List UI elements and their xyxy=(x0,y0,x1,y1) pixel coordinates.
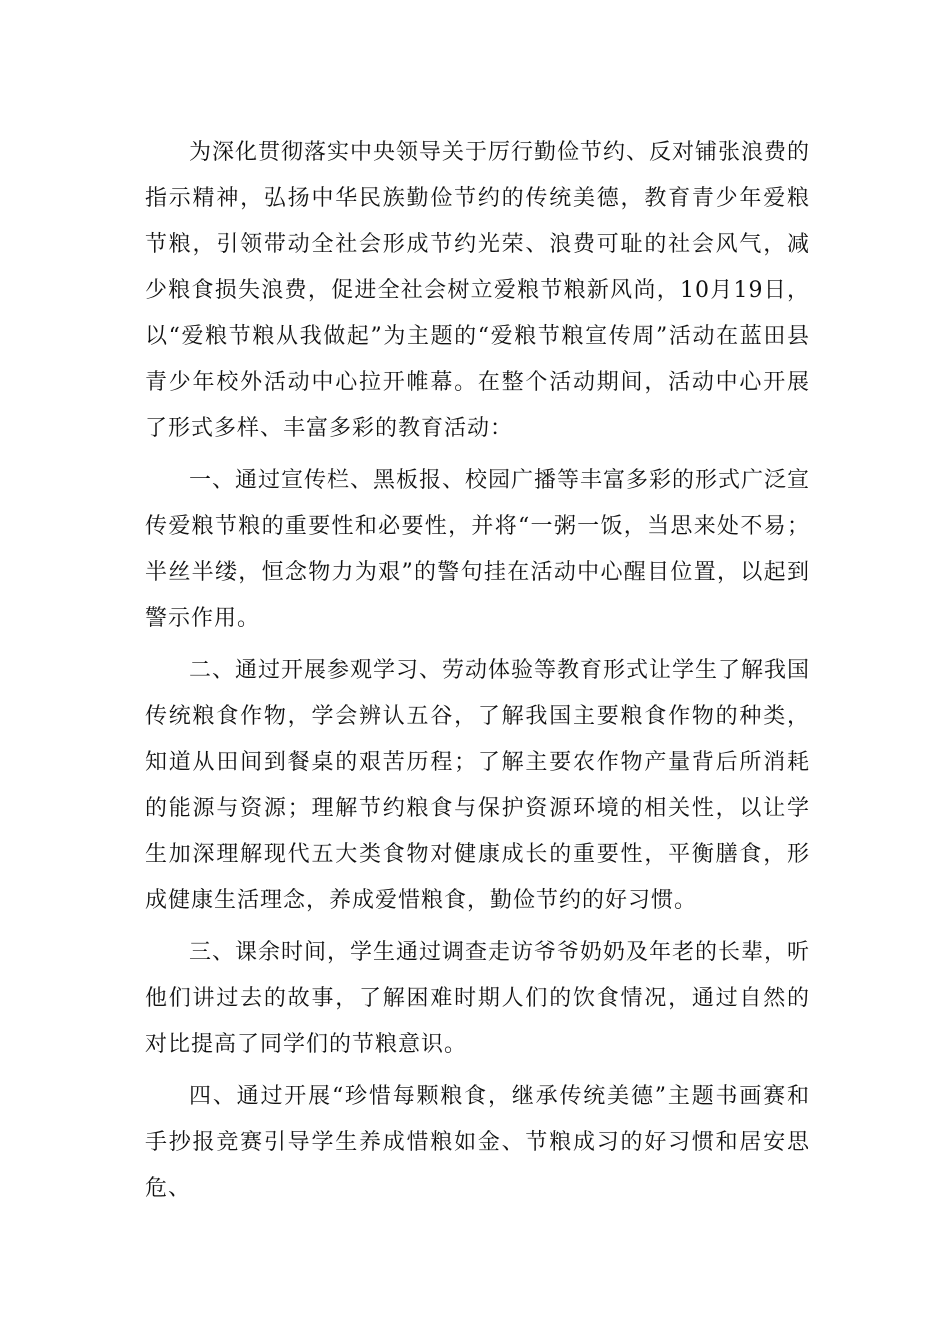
item-three-paragraph: 三、课余时间，学生通过调查走访爷爷奶奶及年老的长辈，听他们讲过去的故事，了解困难时期人们的饮食情况，通过自然的对比提高了同学们的节粮意识。 xyxy=(145,940,811,1057)
item-four-paragraph: 四、通过开展“珍惜每颗粮食，继承传统美德”主题书画赛和手抄报竞赛引导学生养成惜粮如金、节粮成习的好习惯和居安思危、 xyxy=(145,1084,810,1201)
document-body xyxy=(145,130,810,1218)
item-one-paragraph: 一、通过宣传栏、黑板报、校园广播等丰富多彩的形式广泛宣传爱粮节粮的重要性和必要性，并将“一粥一饭，当思来处不易；半丝半缕，恒念物力为艰”的警句挂在活动中心醒目位置，以起到警示作用。 xyxy=(145,468,811,631)
intro-paragraph: 为深化贯彻落实中央领导关于厉行勤俭节约、反对铺张浪费的指示精神，弘扬中华民族勤俭节约的传统美德，教育青少年爱粮节粮，引领带动全社会形成节约光荣、浪费可耻的社会风气，减少粮食损失浪费，促进全社会树立爱粮节粮新风尚，10月19日，以“爱粮节粮从我做起”为主题的“爱粮节粮宣传周”活动在蓝田县青少年校外活动中心拉开帷幕。在整个活动期间，活动中心开展了形式多样、丰富多彩的教育活动： xyxy=(145,140,811,441)
item-two-paragraph: 二、通过开展参观学习、劳动体验等教育形式让学生了解我国传统粮食作物，学会辨认五谷，了解我国主要粮食作物的种类，知道从田间到餐桌的艰苦历程；了解主要农作物产量背后所消耗的能源与资源；理解节约粮食与保护资源环境的相关性，以让学生加深理解现代五大类食物对健康成长的重要性，平衡膳食，形成健康生活理念，养成爱惜粮食，勤俭节约的好习惯。 xyxy=(145,658,811,913)
